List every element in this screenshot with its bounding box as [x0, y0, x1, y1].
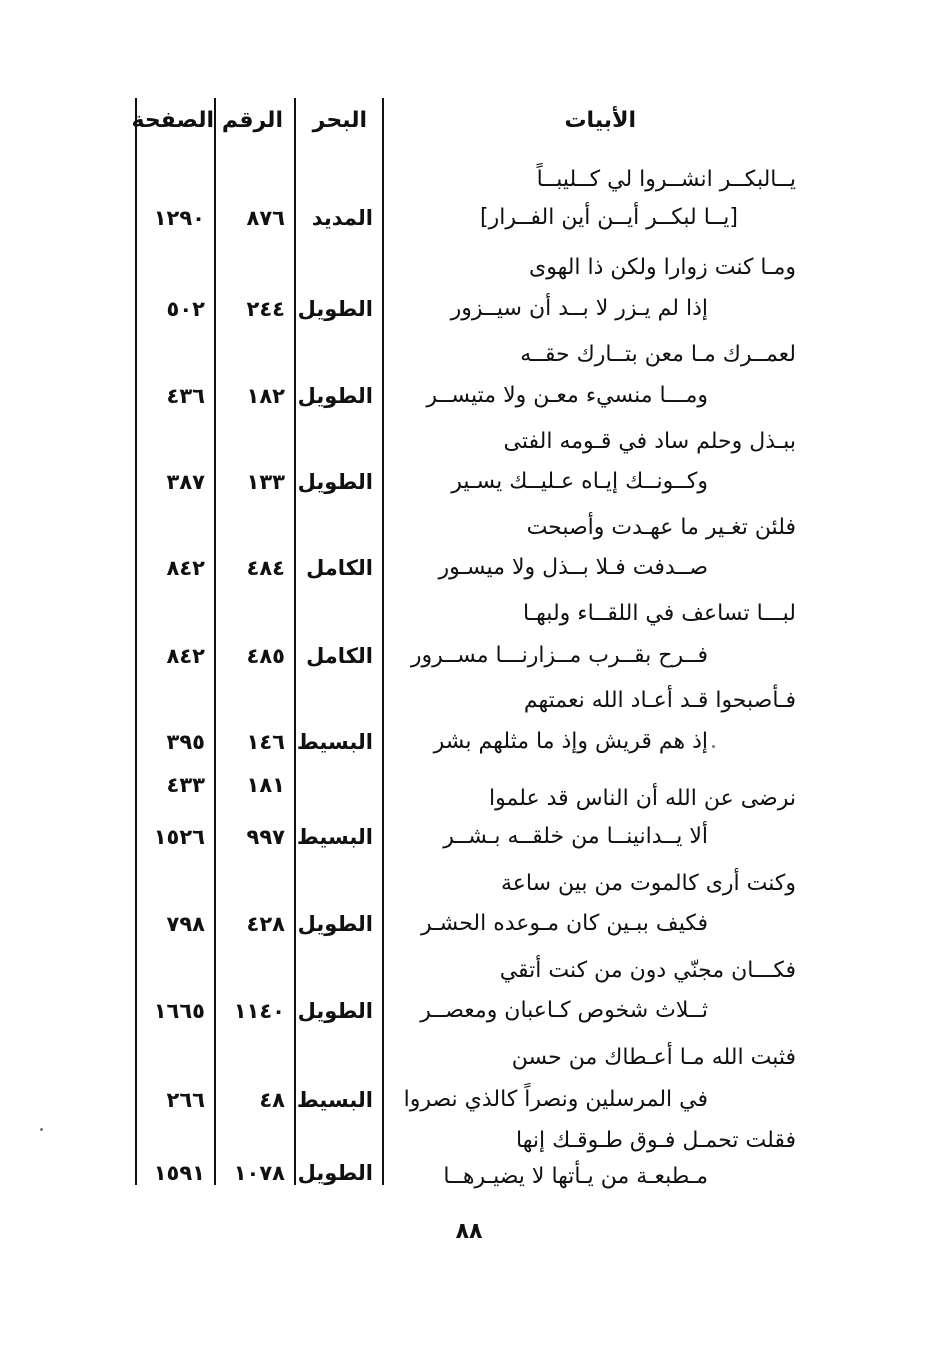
meter-cell: المديد: [311, 206, 373, 230]
column-rule-left: [135, 98, 137, 1185]
verse-second-hemistich: ألا يــدانينــا من خلقــه بـشــر: [443, 824, 708, 849]
page-cell: ١٢٩٠: [153, 206, 205, 230]
verse-second-hemistich: ثــلاث شخوص كـاعبان ومعصــر: [420, 998, 708, 1023]
verse-first-hemistich: يــالبكــر انشــروا لي كــليبــاً: [536, 167, 796, 192]
number-cell: ٤٨٤: [246, 556, 285, 580]
page-cell: ١٦٦٥: [153, 999, 205, 1023]
number-cell: ٢٤٤: [246, 297, 285, 321]
scan-speck: [40, 1128, 43, 1131]
header-bahr: البحر: [312, 108, 367, 133]
verse-second-hemistich: صــدفت فـلا بــذل ولا ميسـور: [438, 555, 708, 580]
page-number: ٨٨: [455, 1219, 483, 1244]
meter-cell: الطويل: [297, 912, 373, 936]
meter-cell: الطويل: [297, 297, 373, 321]
verse-first-hemistich: وكنت أرى كالموت من بين ساعة: [500, 871, 796, 896]
page-cell: ١٥٢٦: [153, 825, 205, 849]
header-verses: الأبيات: [564, 108, 636, 133]
meter-cell: الطويل: [297, 470, 373, 494]
verse-first-hemistich: فلئن تغـير ما عهـدت وأصبحت: [526, 515, 796, 540]
page-cell: ٥٠٢: [166, 297, 205, 321]
meter-cell: البسيط: [296, 825, 373, 849]
verse-second-hemistich: في المرسلين ونصراً كالذي نصروا: [403, 1087, 708, 1112]
verse-first-hemistich: لبـــا تساعف في اللقــاء ولبهـا: [523, 601, 796, 626]
page-cell: ٧٩٨: [166, 912, 205, 936]
meter-cell: الكامل: [306, 556, 373, 580]
verse-second-hemistich: فــرح بقــرب مــزارنـــا مســرور: [410, 643, 708, 668]
verse-first-hemistich: فـأصبحوا قـد أعـاد الله نعمتهم: [523, 688, 796, 713]
page-cell: ٨٤٢: [166, 644, 205, 668]
number-cell: ٩٩٧: [246, 825, 285, 849]
column-rule-number: [294, 98, 296, 1185]
column-rule-bahr: [382, 98, 384, 1185]
verse-second-hemistich: إذ هم قريش وإذ ما مثلهم بشر: [433, 729, 708, 754]
number-cell: ١٨١: [246, 773, 285, 797]
meter-cell: البسيط: [296, 1088, 373, 1112]
meter-cell: الطويل: [297, 999, 373, 1023]
verse-first-hemistich: نرضى عن الله أن الناس قد علموا: [489, 786, 796, 811]
meter-cell: الطويل: [297, 1161, 373, 1185]
verse-second-hemistich: مـطبعـة من يـأتها لا يضيـرهــا: [443, 1164, 708, 1189]
verse-first-hemistich: فثبت الله مـا أعـطاك من حسن: [511, 1045, 796, 1070]
number-cell: ٨٧٦: [246, 206, 285, 230]
page-cell: ٤٣٦: [166, 384, 205, 408]
header-page: الصفحة: [131, 108, 214, 133]
verse-first-hemistich: فقلت تحمـل فـوق طـوقـك إنها: [516, 1128, 796, 1153]
meter-cell: البسيط: [296, 730, 373, 754]
number-cell: ١٨٢: [246, 384, 285, 408]
number-cell: ٤٨: [259, 1088, 285, 1112]
page-cell: ٣٩٥: [166, 730, 205, 754]
page-cell: ٤٣٣: [166, 773, 205, 797]
number-cell: ٤٨٥: [246, 644, 285, 668]
number-cell: ١١٤٠: [233, 999, 285, 1023]
number-cell: ٤٢٨: [246, 912, 285, 936]
verse-second-hemistich: وكــونــك إيـاه عـليــك يسـير: [451, 469, 708, 494]
verse-first-hemistich: ومـا كنت زوارا ولكن ذا الهوى: [528, 255, 796, 280]
column-rule-page: [214, 98, 216, 1185]
header-number: الرقم: [221, 108, 283, 133]
page-cell: ١٥٩١: [153, 1161, 205, 1185]
verse-first-hemistich: لعمــرك مـا معن بتــارك حقــه: [520, 342, 796, 367]
verse-first-hemistich: فكـــان مجنّي دون من كنت أتقي: [499, 958, 796, 983]
verse-second-hemistich: فكيف ببـين كان مـوعده الحشـر: [421, 911, 708, 936]
number-cell: ١٠٧٨: [233, 1161, 285, 1185]
page-cell: ٨٤٢: [166, 556, 205, 580]
page-cell: ٣٨٧: [166, 470, 205, 494]
verse-second-hemistich: ومـــا منسيء معـن ولا متيســر: [426, 383, 708, 408]
meter-cell: الكامل: [306, 644, 373, 668]
scan-speck: [712, 745, 715, 748]
page-cell: ٢٦٦: [166, 1088, 205, 1112]
verse-second-hemistich: إذا لم يـزر لا بــد أن سيــزور: [450, 296, 708, 321]
meter-cell: الطويل: [297, 384, 373, 408]
number-cell: ١٣٣: [246, 470, 285, 494]
number-cell: ١٤٦: [246, 730, 285, 754]
verse-second-hemistich: [يــا لبكــر أيــن أين الفــرار]: [480, 205, 738, 230]
verse-first-hemistich: ببـذل وحلم ساد في قـومه الفتى: [503, 429, 796, 454]
